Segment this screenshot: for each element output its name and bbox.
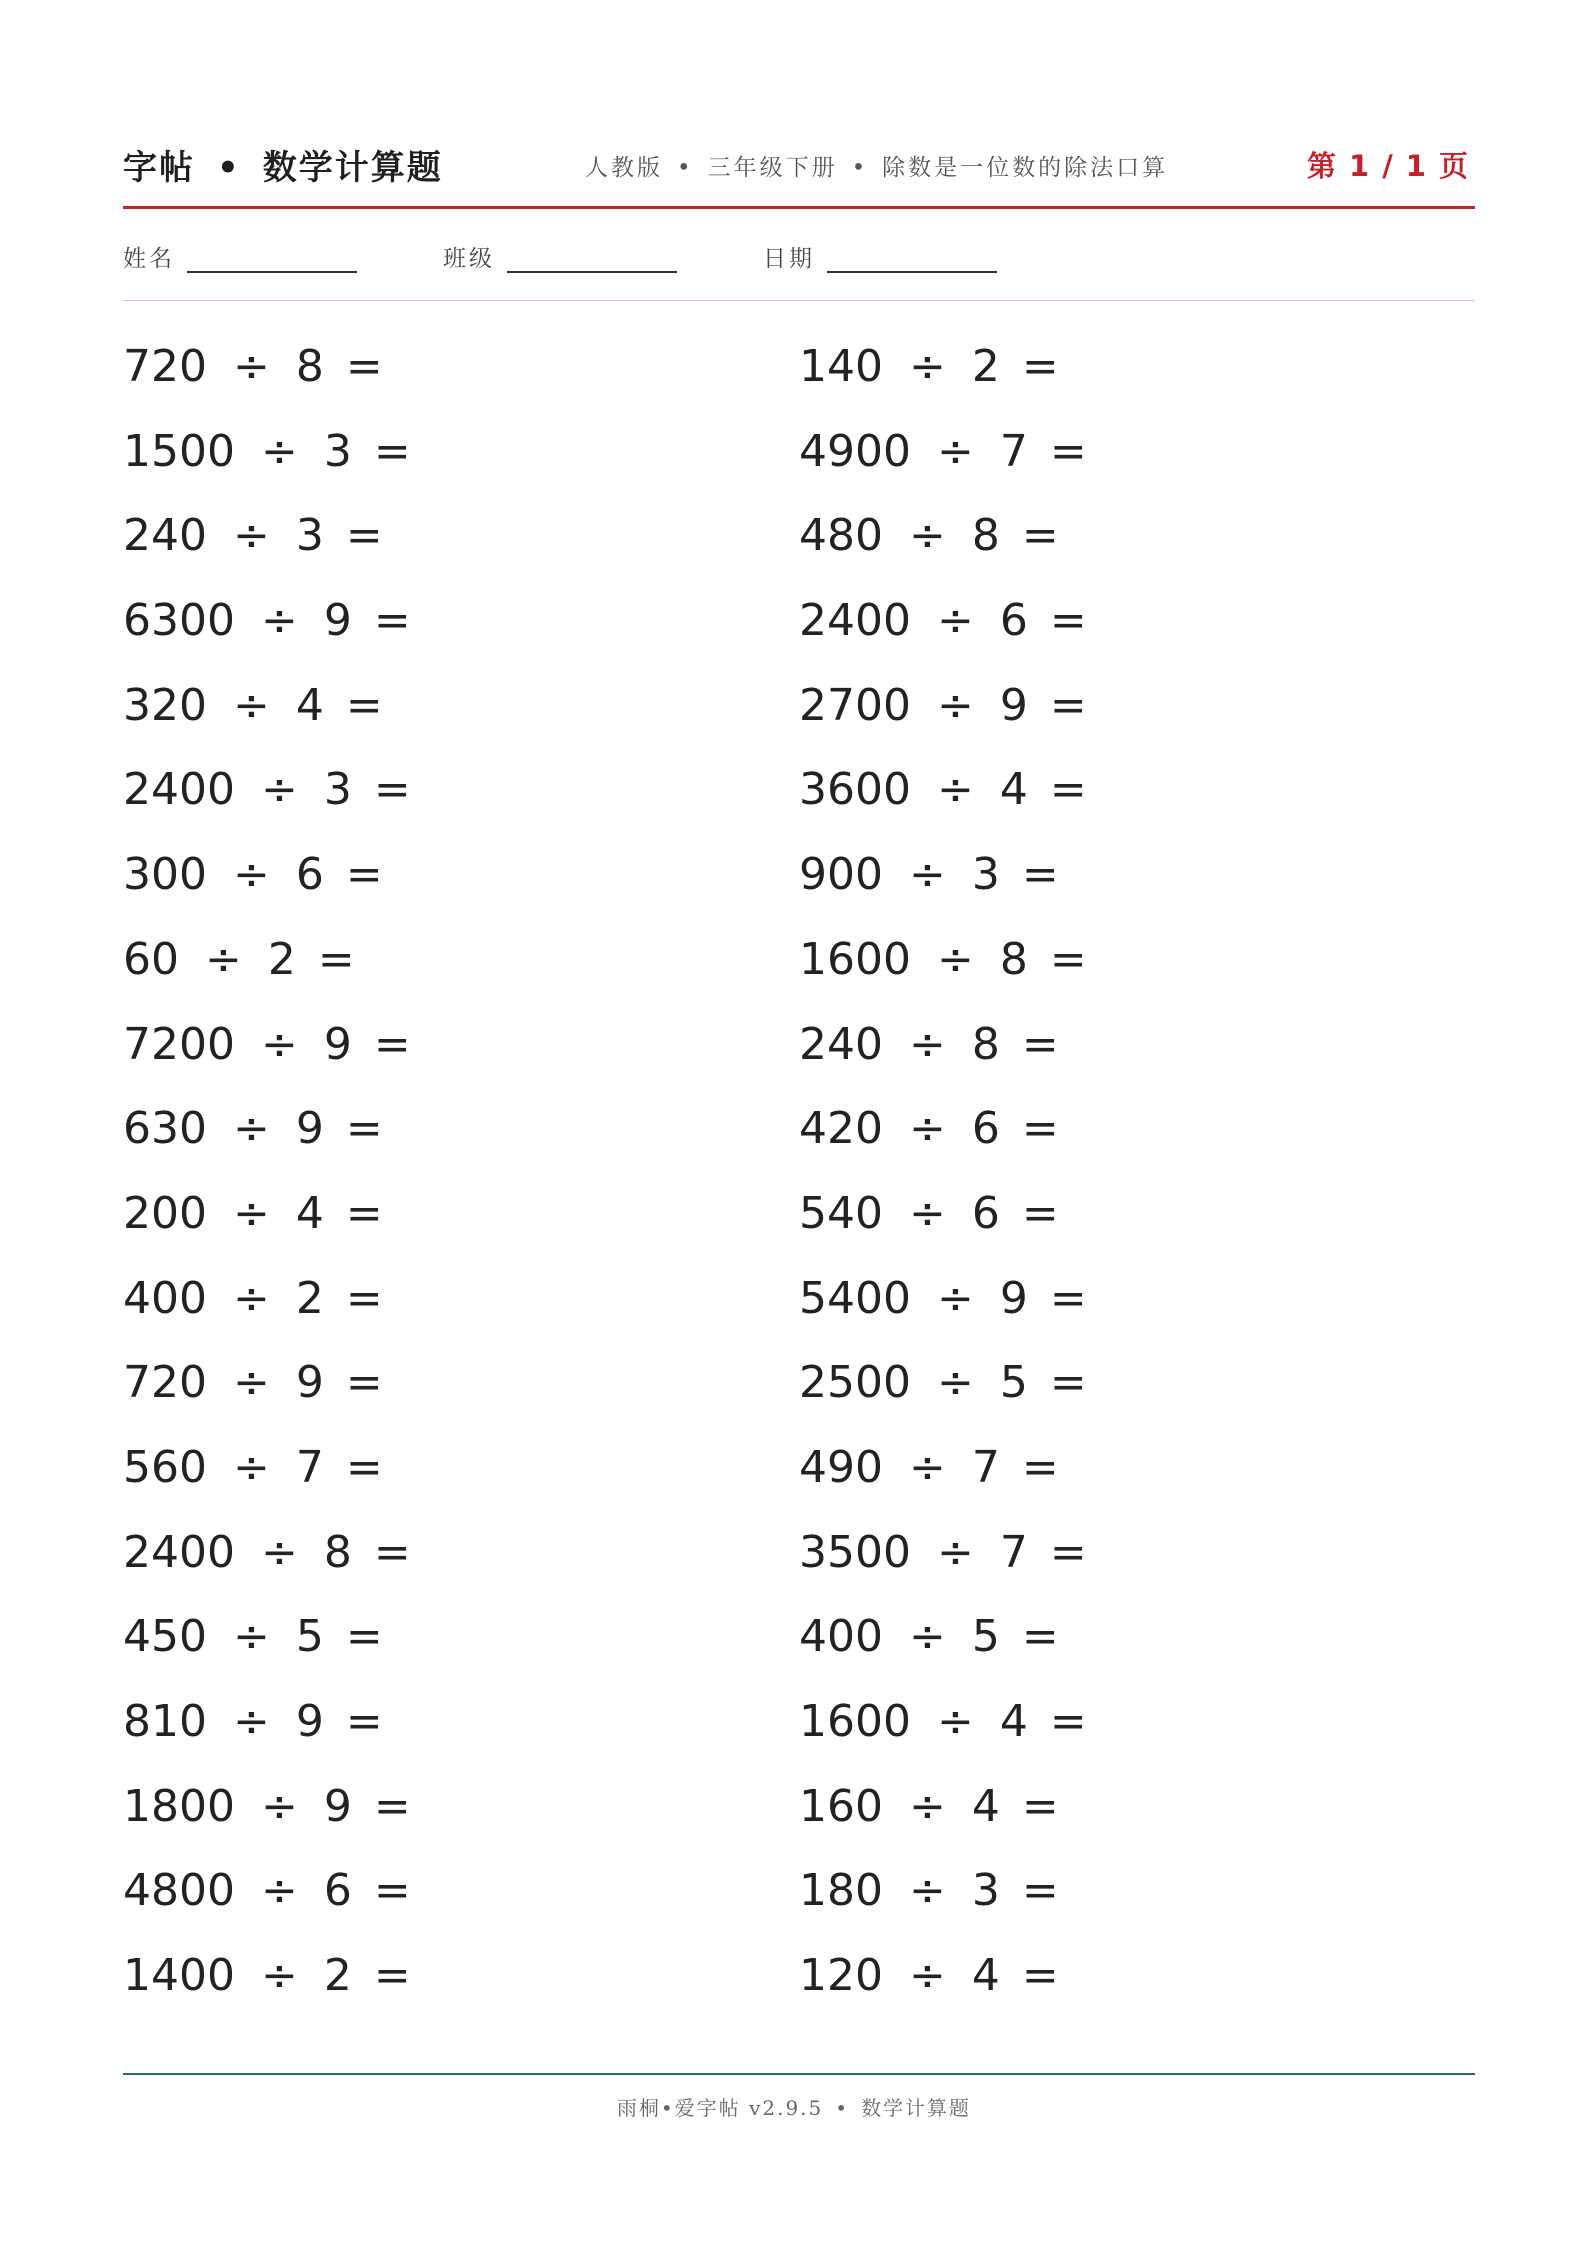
divide-operator: ÷ [936, 679, 974, 731]
problem-row [799, 1265, 1087, 1350]
divide-operator: ÷ [936, 595, 974, 647]
divisor: 9 [999, 679, 1028, 731]
divide-operator: ÷ [936, 764, 974, 816]
problem-row [799, 1773, 1087, 1858]
problem-row [799, 418, 1087, 503]
divisor: 2 [971, 341, 1000, 392]
problem-row [123, 1095, 411, 1180]
dividend: 1500 [123, 425, 235, 477]
divide-operator: ÷ [908, 1865, 946, 1917]
problem-row [123, 926, 411, 1011]
equals-sign: = [373, 425, 411, 477]
equals-sign: = [373, 1780, 411, 1832]
problem-row [799, 333, 1087, 418]
dividend: 1400 [123, 1950, 235, 2002]
divide-operator: ÷ [936, 1526, 974, 1578]
equals-sign: = [1049, 425, 1087, 477]
class-label: 班级 [443, 246, 495, 272]
divide-operator: ÷ [936, 933, 974, 985]
problem-row [799, 1603, 1087, 1688]
divide-operator: ÷ [908, 341, 946, 392]
student-info-row [123, 240, 1475, 280]
name-label: 姓名 [123, 246, 175, 272]
divide-operator: ÷ [232, 1187, 270, 1239]
divisor: 6 [971, 1103, 1000, 1155]
equals-sign: = [373, 1018, 411, 1070]
problem-row [799, 1349, 1087, 1434]
divide-operator: ÷ [260, 425, 298, 477]
divide-operator: ÷ [908, 849, 946, 901]
dividend: 5400 [799, 1272, 911, 1324]
divisor: 9 [323, 1780, 352, 1832]
dividend: 2400 [799, 595, 911, 647]
equals-sign: = [1049, 1357, 1087, 1409]
dividend: 2700 [799, 679, 911, 731]
page-header [123, 132, 1475, 192]
dividend: 180 [799, 1865, 883, 1917]
problem-row [799, 1519, 1087, 1604]
page-number [1301, 144, 1475, 185]
divide-operator: ÷ [232, 1611, 270, 1663]
info-divider [123, 300, 1475, 301]
divide-operator: ÷ [908, 1950, 946, 2002]
page-current: 1 [1349, 149, 1371, 183]
divisor: 6 [323, 1865, 352, 1917]
dividend: 2400 [123, 1526, 235, 1578]
divisor: 8 [323, 1526, 352, 1578]
divisor: 7 [971, 1441, 1000, 1493]
divide-operator: ÷ [232, 341, 270, 392]
divisor: 3 [971, 1865, 1000, 1917]
problem-row [123, 1434, 411, 1519]
equals-sign: = [1021, 1441, 1059, 1493]
problem-row [123, 1265, 411, 1350]
footer-dot-separator: • [835, 2096, 850, 2120]
date-blank-line[interactable] [827, 247, 997, 273]
equals-sign: = [345, 1611, 383, 1663]
divide-operator: ÷ [936, 1357, 974, 1409]
divisor: 7 [999, 425, 1028, 477]
divisor: 8 [971, 1018, 1000, 1070]
equals-sign: = [345, 1696, 383, 1747]
divisor: 2 [323, 1950, 352, 2002]
equals-sign: = [373, 595, 411, 647]
dividend: 240 [799, 1018, 883, 1070]
divisor: 5 [295, 1611, 324, 1663]
header-divider [123, 206, 1475, 209]
date-label: 日期 [763, 246, 815, 272]
equals-sign: = [1021, 510, 1059, 562]
divisor: 9 [295, 1696, 324, 1747]
dividend: 490 [799, 1441, 883, 1493]
equals-sign: = [345, 849, 383, 901]
dividend: 4800 [123, 1865, 235, 1917]
footer-version: v2.9.5 [749, 2096, 824, 2120]
problem-row [123, 333, 411, 418]
equals-sign: = [1049, 679, 1087, 731]
equals-sign: = [1049, 595, 1087, 647]
class-field[interactable] [443, 240, 677, 273]
divisor: 3 [323, 425, 352, 477]
problem-column-right [799, 333, 1087, 2027]
divisor: 4 [971, 1950, 1000, 2002]
divide-operator: ÷ [260, 595, 298, 647]
problem-row [123, 587, 411, 672]
equals-sign: = [1049, 764, 1087, 816]
dividend: 320 [123, 679, 207, 731]
dividend: 300 [123, 849, 207, 901]
edition-label: 人教版 [585, 155, 663, 181]
divisor: 9 [323, 595, 352, 647]
date-field[interactable] [763, 240, 997, 273]
meta-dot-separator-2: • [851, 155, 869, 181]
dividend: 7200 [123, 1018, 235, 1070]
dividend: 540 [799, 1187, 883, 1239]
divide-operator: ÷ [232, 1272, 270, 1324]
divide-operator: ÷ [908, 1611, 946, 1663]
problem-row [799, 587, 1087, 672]
dividend: 3600 [799, 764, 911, 816]
page-footer [0, 2092, 1588, 2121]
divisor: 5 [971, 1611, 1000, 1663]
dividend: 200 [123, 1187, 207, 1239]
topic-label: 除数是一位数的除法口算 [882, 155, 1169, 181]
problem-row [123, 1603, 411, 1688]
problem-row [123, 672, 411, 757]
dividend: 400 [799, 1611, 883, 1663]
divisor: 4 [295, 1187, 324, 1239]
divisor: 9 [295, 1103, 324, 1155]
problem-row [123, 756, 411, 841]
divide-operator: ÷ [936, 1272, 974, 1324]
equals-sign: = [317, 933, 355, 985]
problem-row [123, 1011, 411, 1096]
divide-operator: ÷ [908, 1187, 946, 1239]
divisor: 7 [999, 1526, 1028, 1578]
equals-sign: = [1021, 1865, 1059, 1917]
dividend: 4900 [799, 425, 911, 477]
brand-right: 数学计算题 [262, 148, 443, 188]
divisor: 4 [999, 764, 1028, 816]
dividend: 900 [799, 849, 883, 901]
name-blank-line[interactable] [187, 247, 357, 273]
equals-sign: = [1021, 1611, 1059, 1663]
divide-operator: ÷ [908, 1780, 946, 1832]
dividend: 120 [799, 1950, 883, 2002]
problem-row [123, 1349, 411, 1434]
equals-sign: = [373, 1526, 411, 1578]
equals-sign: = [345, 341, 383, 392]
class-blank-line[interactable] [507, 247, 677, 273]
divisor: 4 [999, 1696, 1028, 1747]
problem-row [799, 1095, 1087, 1180]
divide-operator: ÷ [260, 764, 298, 816]
dividend: 160 [799, 1780, 883, 1832]
divisor: 6 [971, 1187, 1000, 1239]
problem-row [123, 1519, 411, 1604]
divide-operator: ÷ [232, 1103, 270, 1155]
equals-sign: = [345, 510, 383, 562]
problem-column-left [123, 333, 411, 2027]
divisor: 5 [999, 1357, 1028, 1409]
problem-row [123, 1180, 411, 1265]
equals-sign: = [1049, 933, 1087, 985]
grade-label: 三年级下册 [707, 155, 838, 181]
divide-operator: ÷ [908, 510, 946, 562]
divide-operator: ÷ [232, 1357, 270, 1409]
divisor: 8 [971, 510, 1000, 562]
equals-sign: = [1021, 1780, 1059, 1832]
worksheet-meta [585, 149, 1168, 182]
divide-operator: ÷ [232, 1441, 270, 1493]
equals-sign: = [345, 1441, 383, 1493]
equals-sign: = [1021, 1187, 1059, 1239]
dividend: 480 [799, 510, 883, 562]
divide-operator: ÷ [232, 510, 270, 562]
equals-sign: = [1049, 1272, 1087, 1324]
dividend: 2500 [799, 1357, 911, 1409]
footer-divider [123, 2073, 1475, 2075]
problem-row [123, 841, 411, 926]
equals-sign: = [345, 1357, 383, 1409]
divide-operator: ÷ [260, 1950, 298, 2002]
dividend: 1800 [123, 1780, 235, 1832]
divide-operator: ÷ [260, 1865, 298, 1917]
divisor: 9 [999, 1272, 1028, 1324]
divisor: 2 [295, 1272, 324, 1324]
dividend: 630 [123, 1103, 207, 1155]
brand-left: 字帖 [123, 148, 195, 188]
equals-sign: = [1021, 1103, 1059, 1155]
divide-operator: ÷ [232, 679, 270, 731]
problem-row [799, 1857, 1087, 1942]
worksheet-title [123, 140, 443, 189]
equals-sign: = [1021, 849, 1059, 901]
divide-operator: ÷ [260, 1018, 298, 1070]
problem-row [799, 1011, 1087, 1096]
equals-sign: = [1021, 1018, 1059, 1070]
footer-brand: 雨桐•爱字帖 [616, 2096, 741, 2120]
meta-dot-separator-1: • [677, 155, 694, 181]
dividend: 1600 [799, 1696, 911, 1747]
divisor: 6 [295, 849, 324, 901]
problem-row [123, 1942, 411, 2027]
name-field[interactable] [123, 240, 357, 273]
dividend: 400 [123, 1272, 207, 1324]
dividend: 2400 [123, 764, 235, 816]
dividend: 1600 [799, 933, 911, 985]
equals-sign: = [373, 1865, 411, 1917]
footer-title: 数学计算题 [861, 2096, 972, 2120]
divide-operator: ÷ [260, 1526, 298, 1578]
dividend: 3500 [799, 1526, 911, 1578]
page-suffix: 页 [1438, 149, 1469, 183]
equals-sign: = [1049, 1526, 1087, 1578]
equals-sign: = [1021, 341, 1059, 392]
divide-operator: ÷ [908, 1018, 946, 1070]
equals-sign: = [345, 679, 383, 731]
divide-operator: ÷ [936, 1696, 974, 1747]
page-prefix: 第 [1307, 149, 1338, 183]
dividend: 60 [123, 933, 179, 985]
divide-operator: ÷ [205, 933, 242, 985]
problem-row [799, 841, 1087, 926]
divisor: 3 [971, 849, 1000, 901]
dividend: 720 [123, 1357, 207, 1409]
problem-row [123, 1773, 411, 1858]
problem-row [799, 1942, 1087, 2027]
problem-row [123, 418, 411, 503]
divide-operator: ÷ [260, 1780, 298, 1832]
problem-row [799, 672, 1087, 757]
divisor: 2 [267, 933, 296, 985]
divide-operator: ÷ [908, 1441, 946, 1493]
divide-operator: ÷ [232, 849, 270, 901]
equals-sign: = [345, 1103, 383, 1155]
problem-row [799, 756, 1087, 841]
page-slash: / [1382, 149, 1394, 183]
equals-sign: = [373, 764, 411, 816]
divisor: 3 [323, 764, 352, 816]
problem-row [123, 1857, 411, 1942]
dividend: 810 [123, 1696, 207, 1747]
equals-sign: = [1021, 1950, 1059, 2002]
problem-row [799, 1688, 1087, 1773]
dividend: 720 [123, 341, 207, 392]
dividend: 140 [799, 341, 883, 392]
divisor: 9 [295, 1357, 324, 1409]
divisor: 7 [295, 1441, 324, 1493]
problem-row [123, 502, 411, 587]
divisor: 8 [295, 341, 324, 392]
divisor: 9 [323, 1018, 352, 1070]
divide-operator: ÷ [936, 425, 974, 477]
equals-sign: = [345, 1187, 383, 1239]
divisor: 6 [999, 595, 1028, 647]
equals-sign: = [373, 1950, 411, 2002]
dividend: 240 [123, 510, 207, 562]
divisor: 4 [295, 679, 324, 731]
divisor: 8 [999, 933, 1028, 985]
equals-sign: = [1049, 1696, 1087, 1747]
divisor: 4 [971, 1780, 1000, 1832]
problem-row [123, 1688, 411, 1773]
problem-row [799, 1180, 1087, 1265]
divide-operator: ÷ [908, 1103, 946, 1155]
title-dot-separator: • [217, 148, 241, 188]
dividend: 420 [799, 1103, 883, 1155]
dividend: 560 [123, 1441, 207, 1493]
problem-row [799, 1434, 1087, 1519]
problem-row [799, 502, 1087, 587]
equals-sign: = [345, 1272, 383, 1324]
page-total: 1 [1405, 149, 1427, 183]
problem-row [799, 926, 1087, 1011]
divide-operator: ÷ [232, 1696, 270, 1747]
dividend: 6300 [123, 595, 235, 647]
divisor: 3 [295, 510, 324, 562]
dividend: 450 [123, 1611, 207, 1663]
